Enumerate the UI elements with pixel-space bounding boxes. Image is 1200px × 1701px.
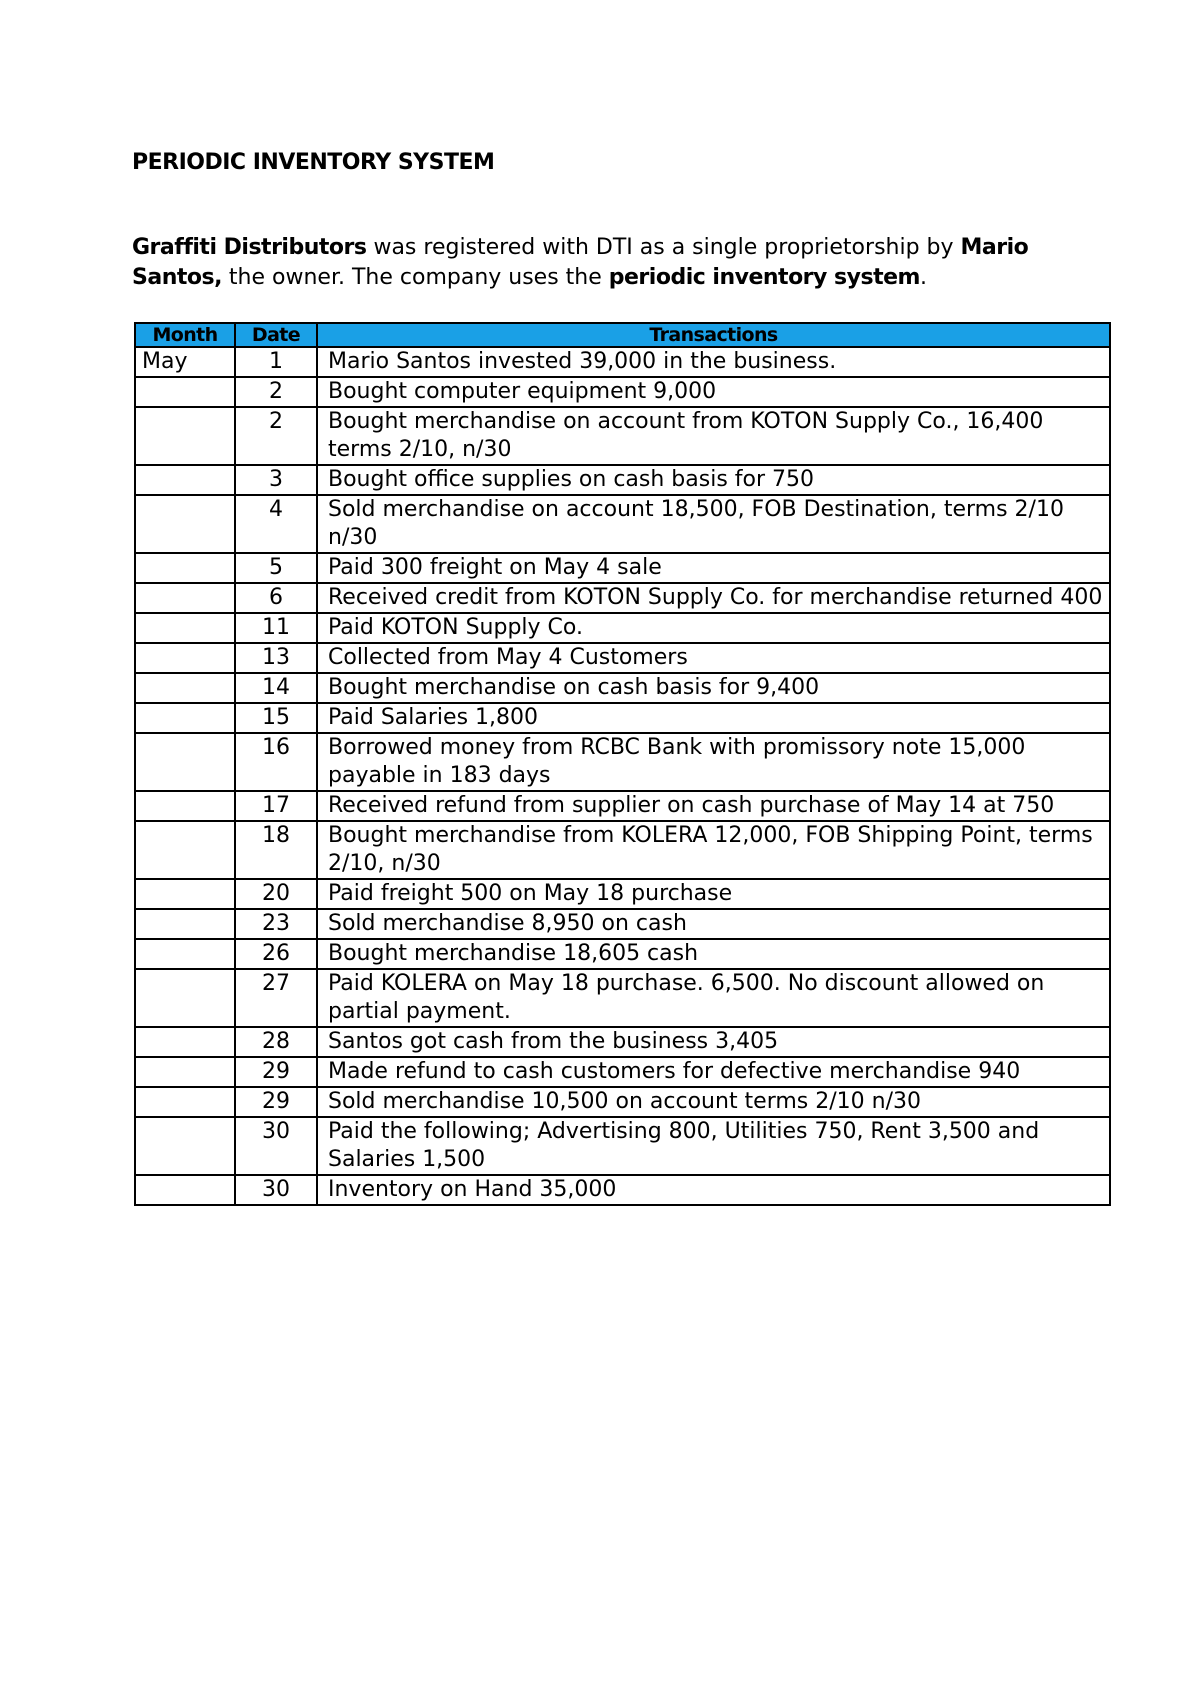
month-cell	[135, 1117, 235, 1175]
table-header-row	[135, 323, 1110, 347]
date-cell: 3	[235, 465, 317, 495]
transaction-cell: Bought merchandise 18,605 cash	[317, 939, 1110, 969]
table-row	[135, 553, 1110, 583]
month-cell	[135, 969, 235, 1027]
date-cell: 4	[235, 495, 317, 553]
table-row	[135, 1087, 1110, 1117]
intro-text-2: the owner. The company uses the	[221, 265, 609, 290]
intro-text-1: was registered with DTI as a single proprietorship by	[366, 235, 961, 260]
header-month: Month	[135, 323, 235, 347]
transaction-cell: Paid KOTON Supply Co.	[317, 613, 1110, 643]
month-cell	[135, 583, 235, 613]
table-row	[135, 613, 1110, 643]
date-cell: 23	[235, 909, 317, 939]
company-name: Graffiti Distributors	[132, 235, 367, 260]
month-cell	[135, 791, 235, 821]
table-row	[135, 733, 1110, 791]
intro-text-3: .	[919, 265, 927, 290]
month-cell	[135, 407, 235, 465]
table-row	[135, 1027, 1110, 1057]
month-cell	[135, 377, 235, 407]
transactions-body	[135, 347, 1110, 1205]
table-row	[135, 495, 1110, 553]
table-row	[135, 703, 1110, 733]
date-cell: 20	[235, 879, 317, 909]
transaction-cell: Mario Santos invested 39,000 in the business.	[317, 347, 1110, 377]
transaction-cell: Santos got cash from the business 3,405	[317, 1027, 1110, 1057]
transaction-cell: Bought merchandise on cash basis for 9,400	[317, 673, 1110, 703]
table-row	[135, 465, 1110, 495]
transaction-cell: Paid Salaries 1,800	[317, 703, 1110, 733]
table-row	[135, 1057, 1110, 1087]
date-cell: 18	[235, 821, 317, 879]
transaction-cell: Made refund to cash customers for defective merchandise 940	[317, 1057, 1110, 1087]
transaction-cell: Collected from May 4 Customers	[317, 643, 1110, 673]
date-cell: 13	[235, 643, 317, 673]
date-cell: 16	[235, 733, 317, 791]
owner-name: Mario Santos,	[132, 235, 1029, 290]
transaction-cell: Received refund from supplier on cash purchase of May 14 at 750	[317, 791, 1110, 821]
table-row	[135, 1175, 1110, 1205]
table-row	[135, 583, 1110, 613]
transaction-cell: Inventory on Hand 35,000	[317, 1175, 1110, 1205]
month-cell	[135, 643, 235, 673]
date-cell: 2	[235, 407, 317, 465]
month-cell	[135, 1027, 235, 1057]
date-cell: 6	[235, 583, 317, 613]
transaction-cell: Bought merchandise from KOLERA 12,000, FOB Shipping Point, terms 2/10, n/30	[317, 821, 1110, 879]
month-cell: May	[135, 347, 235, 377]
header-date: Date	[235, 323, 317, 347]
table-row	[135, 673, 1110, 703]
document-title: PERIODIC INVENTORY SYSTEM	[132, 150, 495, 175]
date-cell: 29	[235, 1057, 317, 1087]
date-cell: 1	[235, 347, 317, 377]
month-cell	[135, 703, 235, 733]
table-row	[135, 879, 1110, 909]
date-cell: 17	[235, 791, 317, 821]
table-row	[135, 791, 1110, 821]
table-row	[135, 407, 1110, 465]
transaction-cell: Bought office supplies on cash basis for 750	[317, 465, 1110, 495]
date-cell: 27	[235, 969, 317, 1027]
table-row	[135, 1117, 1110, 1175]
table-row	[135, 347, 1110, 377]
month-cell	[135, 939, 235, 969]
table-row	[135, 377, 1110, 407]
transaction-cell: Received credit from KOTON Supply Co. for merchandise returned 400	[317, 583, 1110, 613]
month-cell	[135, 821, 235, 879]
header-transactions: Transactions	[317, 323, 1110, 347]
date-cell: 29	[235, 1087, 317, 1117]
month-cell	[135, 553, 235, 583]
month-cell	[135, 495, 235, 553]
inventory-system-name: periodic inventory system	[608, 265, 920, 290]
transactions-table	[134, 322, 1111, 1206]
table-row	[135, 909, 1110, 939]
month-cell	[135, 1057, 235, 1087]
month-cell	[135, 613, 235, 643]
transaction-cell: Sold merchandise 10,500 on account terms 2/10 n/30	[317, 1087, 1110, 1117]
transaction-cell: Bought computer equipment 9,000	[317, 377, 1110, 407]
date-cell: 30	[235, 1117, 317, 1175]
date-cell: 2	[235, 377, 317, 407]
transaction-cell: Paid the following; Advertising 800, Utilities 750, Rent 3,500 and Salaries 1,500	[317, 1117, 1110, 1175]
month-cell	[135, 465, 235, 495]
table-row	[135, 939, 1110, 969]
month-cell	[135, 909, 235, 939]
month-cell	[135, 673, 235, 703]
month-cell	[135, 733, 235, 791]
table-row	[135, 821, 1110, 879]
date-cell: 28	[235, 1027, 317, 1057]
transaction-cell: Paid KOLERA on May 18 purchase. 6,500. No discount allowed on partial payment.	[317, 969, 1110, 1027]
date-cell: 30	[235, 1175, 317, 1205]
date-cell: 14	[235, 673, 317, 703]
month-cell	[135, 1175, 235, 1205]
month-cell	[135, 879, 235, 909]
date-cell: 11	[235, 613, 317, 643]
table-row	[135, 643, 1110, 673]
month-cell	[135, 1087, 235, 1117]
transaction-cell: Sold merchandise on account 18,500, FOB Destination, terms 2/10 n/30	[317, 495, 1110, 553]
transaction-cell: Borrowed money from RCBC Bank with promissory note 15,000 payable in 183 days	[317, 733, 1110, 791]
transaction-cell: Paid 300 freight on May 4 sale	[317, 553, 1110, 583]
transaction-cell: Sold merchandise 8,950 on cash	[317, 909, 1110, 939]
transaction-cell: Bought merchandise on account from KOTON Supply Co., 16,400 terms 2/10, n/30	[317, 407, 1110, 465]
table-row	[135, 969, 1110, 1027]
transaction-cell: Paid freight 500 on May 18 purchase	[317, 879, 1110, 909]
date-cell: 5	[235, 553, 317, 583]
intro-paragraph	[132, 233, 1032, 293]
date-cell: 26	[235, 939, 317, 969]
date-cell: 15	[235, 703, 317, 733]
